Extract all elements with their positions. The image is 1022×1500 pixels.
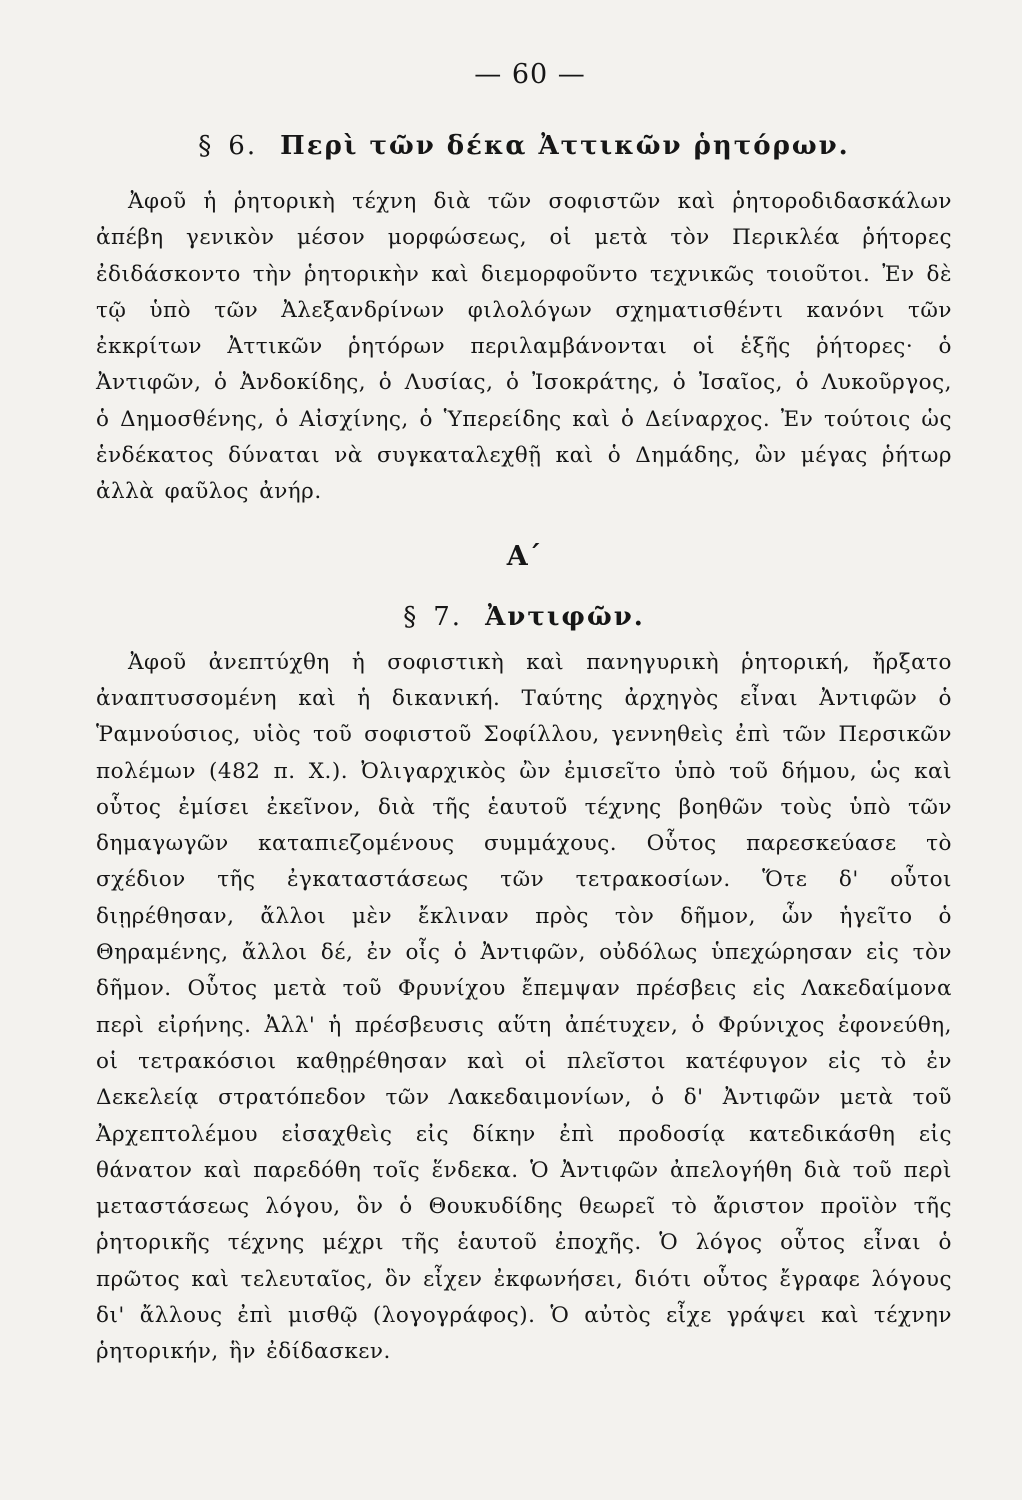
paragraph-ten-orators: Ἀφοῦ ἡ ῥητορικὴ τέχνη διὰ τῶν σοφιστῶν καὶ ῥητοροδιδασκάλων ἀπέβη γενικὸν μέσον μορφώσεως, οἱ μετὰ τὸν Περικλέα ῥήτορες ἐδιδάσκοντο τὴν ῥητορικὴν καὶ διεμορφοῦντο τεχνικῶς τοιοῦτοι. Ἐν δὲ τῷ ὑπὸ τῶν Ἀλεξανδρίνων φιλολόγων σχηματισθέντι κανόνι τῶν ἐκκρίτων Ἀττικῶν ῥητόρων περιλαμβάνονται οἱ ἑξῆς ῥήτορες· ὁ Ἀντιφῶν, ὁ Ἀνδοκίδης, ὁ Λυσίας, ὁ Ἰσοκράτης, ὁ Ἰσαῖος, ὁ Λυκοῦργος, ὁ Δημοσθένης, ὁ Αἰσχίνης, ὁ Ὑπερείδης καὶ ὁ Δείναρχος. Ἐν τούτοις ὡς ἑνδέκατος δύναται νὰ συγκαταλεχθῇ καὶ ὁ Δημάδης, ὢν μέγας ῥήτωρ ἀλλὰ φαῦλος ἀνήρ. — [96, 189, 952, 505]
page-number: — 60 — — [474, 59, 586, 90]
section-symbol: § — [198, 131, 212, 161]
section-6-heading — [96, 126, 952, 166]
paragraph-antiphon: Ἀφοῦ ἀνεπτύχθη ἡ σοφιστικὴ καὶ πανηγυρικὴ ῥητορική, ἤρξατο ἀναπτυσσομένη καὶ ἡ δικανική. Ταύτης ἀρχηγὸς εἶναι Ἀντιφῶν ὁ Ῥαμνούσιος, υἱὸς τοῦ σοφιστοῦ Σοφίλλου, γεννηθεὶς ἐπὶ τῶν Περσικῶν πολέμων (482 π. Χ.). Ὀλιγαρχικὸς ὢν ἐμισεῖτο ὑπὸ τοῦ δήμου, ὡς καὶ οὗτος ἐμίσει ἐκεῖνον, διὰ τῆς ἑαυτοῦ τέχνης βοηθῶν τοὺς ὑπὸ τῶν δημαγωγῶν καταπιεζομένους συμμάχους. Οὗτος παρεσκεύασε τὸ σχέδιον τῆς ἐγκαταστάσεως τῶν τετρακοσίων. Ὅτε δ' οὗτοι διῃρέθησαν, ἄλλοι μὲν ἔκλιναν πρὸς τὸν δῆμον, ὧν ἡγεῖτο ὁ Θηραμένης, ἄλλοι δέ, ἐν οἷς ὁ Ἀντιφῶν, οὐδόλως ὑπεχώρησαν εἰς τὸν δῆμον. Οὗτος μετὰ τοῦ Φρυνίχου ἔπεμψαν πρέσβεις εἰς Λακεδαίμονα περὶ εἰρήνης. Ἀλλ' ἡ πρέσβευσις αὕτη ἀπέτυχεν, ὁ Φρύνιχος ἐφονεύθη, οἱ τετρακόσιοι καθῃρέθησαν καὶ οἱ πλεῖστοι κατέφυγον εἰς τὸ ἐν Δεκελείᾳ στρατόπεδον τῶν Λακεδαιμονίων, ὁ δ' Ἀντιφῶν μετὰ τοῦ Ἀρχεπτολέμου εἰσαχθεὶς εἰς δίκην ἐπὶ προδοσίᾳ κατεδικάσθη εἰς θάνατον καὶ παρεδόθη τοῖς ἕνδεκα. Ὁ Ἀντιφῶν ἀπελογήθη διὰ τοῦ περὶ μεταστάσεως λόγου, ὃν ὁ Θουκυδίδης θεωρεῖ τὸ ἄριστον προϊὸν τῆς ῥητορικῆς τέχνης μέχρι τῆς ἑαυτοῦ ἐποχῆς. Ὁ λόγος οὗτος εἶναι ὁ πρῶτος καὶ τελευταῖος, ὃν εἶχεν ἐκφωνήσει, διότι οὗτος ἔγραφε λόγους δι' ἄλλους ἐπὶ μισθῷ (λογογράφος). Ὁ αὐτὸς εἶχε γράψει καὶ τέχνην ῥητορικήν, ἣν ἐδίδασκεν. — [96, 649, 952, 1365]
section-7-heading — [96, 597, 952, 637]
section-title: Ἀντιφῶν. — [485, 601, 645, 632]
section-number: 6. — [228, 131, 258, 161]
section-symbol: § — [403, 601, 417, 632]
section-title: Περὶ τῶν δέκα Ἀττικῶν ῥητόρων. — [280, 131, 850, 161]
part-letter-heading: Α΄ — [506, 540, 542, 572]
section-number: 7. — [433, 601, 463, 632]
